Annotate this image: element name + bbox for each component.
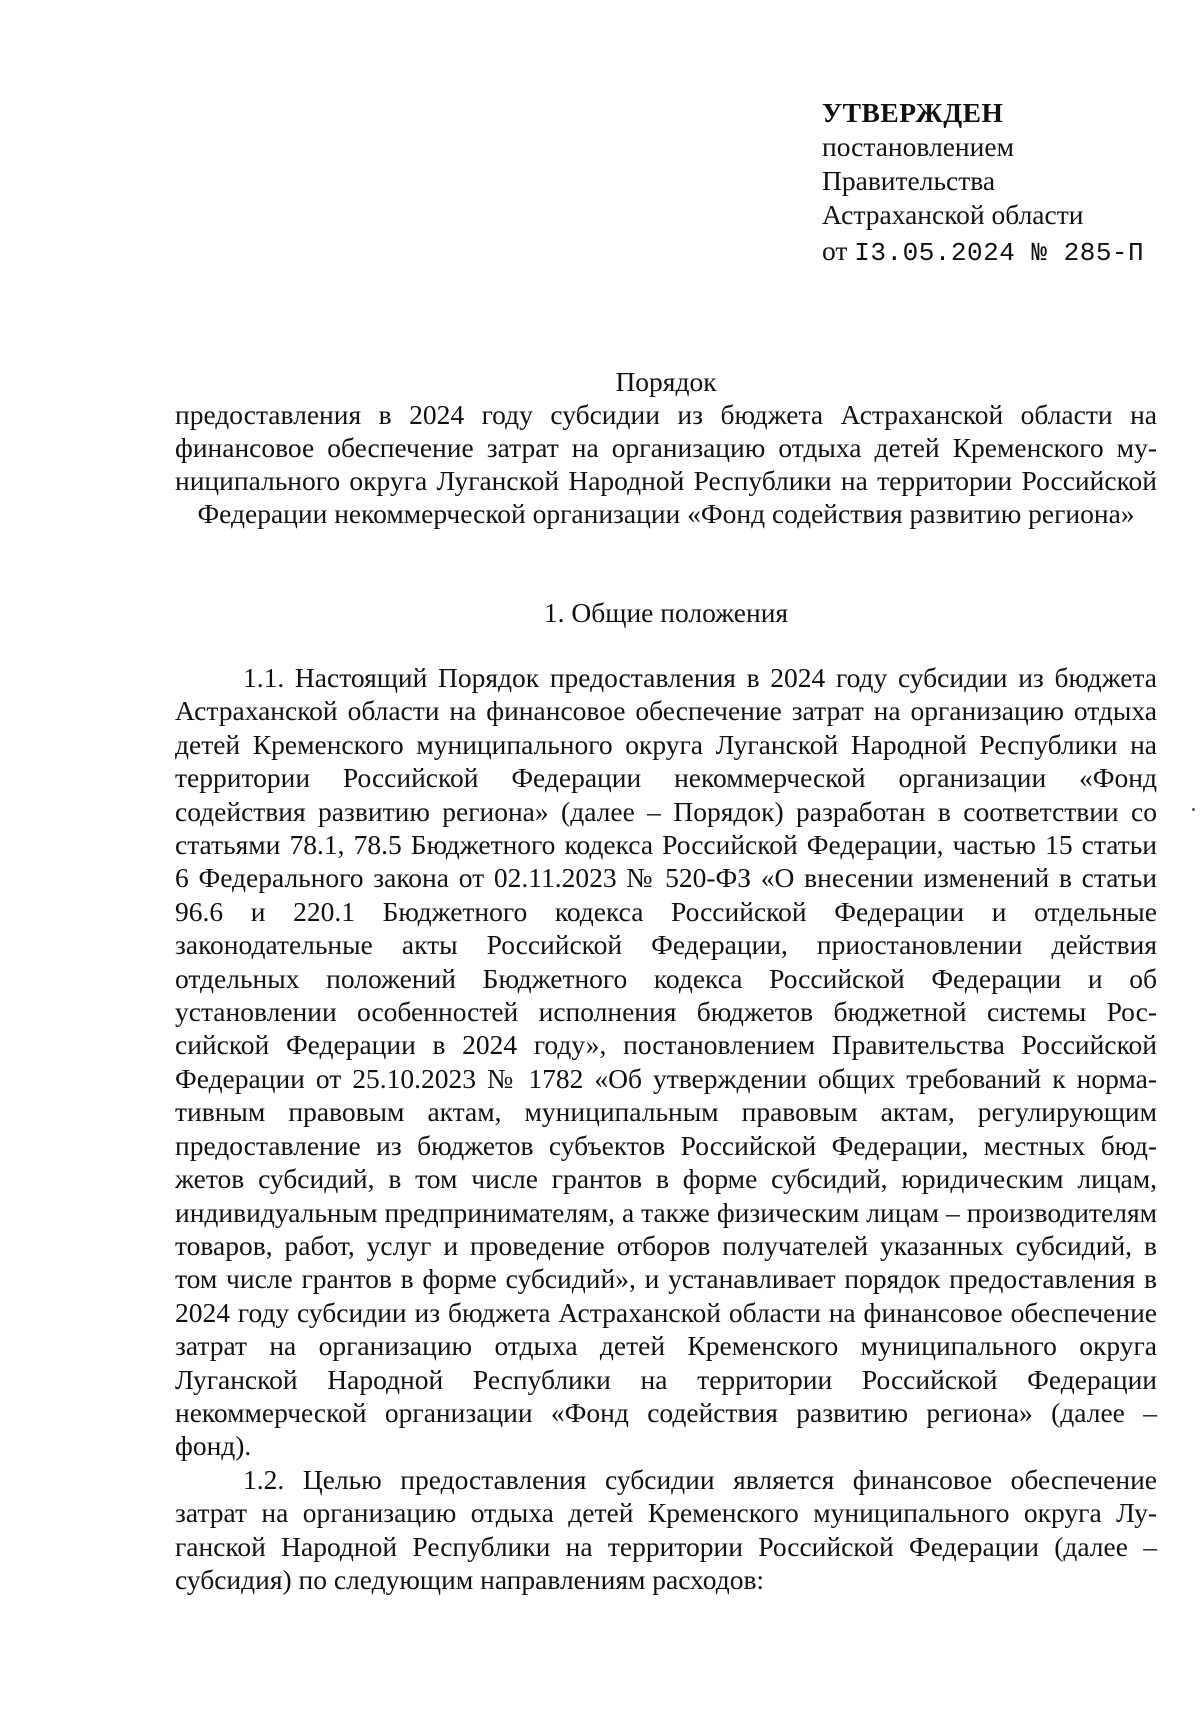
title-main: Порядок [615,366,717,397]
approval-line-resolution: постановлением [822,131,1014,162]
approval-line-government: Правительства [822,165,996,196]
approval-stamp [822,96,1144,270]
document-body [175,661,1157,1596]
approval-date-line [822,234,1144,270]
approval-date-number: I3.05.2024 № 285-П [854,238,1145,268]
approval-line-region: Астраханской области [822,199,1084,230]
approval-from-label: от [822,235,848,266]
document-title [175,365,1157,530]
paragraph-1-2: 1.2. Целью предоставления субсидии является финансовое обеспечение затрат на организацию отдыха детей Кременского муниципального округа Луганской Народной Республики на территории Российской Федерации (далее – субсидия) по следующим направлениям расходов: [175,1463,1157,1595]
paragraph-1-1: 1.1. Настоящий Порядок предоставления в 2024 году субсидии из бюджета Астраханской области на финансовое обеспечение затрат на организацию отдыха детей Кременского муниципального округа Луганской Народной Республики на территории Российской Федерации некоммерческой организации «Фонд содействия развитию региона» (далее – Порядок) разработан в соответствии со статьями 78.1, 78.5 Бюджетного кодекса Российской Федерации, частью 15 статьи 6 Федерального закона от 02.11.2023 № 520-ФЗ «О внесении изменений в статьи 96.6 и 220.1 Бюджетного кодекса Российской Федерации и отдельные законодательные акты Российской Федерации, приостановлении действия отдельных положений Бюджетного кодекса Российской Федерации и об установлении особенностей исполнения бюджетов бюджетной системы Российской Федерации в 2024 году», постановлением Правительства Российской Федерации от 25.10.2023 № 1782 «Об утверждении общих требований к нормативным правовым актам, муниципальным правовым актам, регулирующим предоставление из бюджетов субъектов Российской Федерации, местных бюджетов субсидий, в том числе грантов в форме субсидий, юридическим лицам, индивидуальным предпринимателям, а также физическим лицам – производителям товаров, работ, услуг и проведение отборов получателей указанных субсидий, в том числе грантов в форме субсидий», и устанавливает порядок предоставления в 2024 году субсидии из бюджета Астраханской области на финансовое обеспечение затрат на организацию отдыха детей Кременского муниципального округа Луганской Народной Республики на территории Российской Федерации некоммерческой организации «Фонд содействия развитию региона» (далее – фонд). [175,662,1157,1462]
section-heading: 1. Общие положения [543,597,789,628]
scan-dot-mark [1192,808,1195,811]
approval-heading: УТВЕРЖДЕН [822,97,1004,128]
title-subtitle: предоставления в 2024 году субсидии из бюджета Астраханской области на финансовое обеспечение затрат на организацию отдыха детей Кременского муниципального округа Луганской Народной Республики на территории Российской Федерации некоммерческой организации «Фонд содействия развитию региона» [175,399,1157,529]
